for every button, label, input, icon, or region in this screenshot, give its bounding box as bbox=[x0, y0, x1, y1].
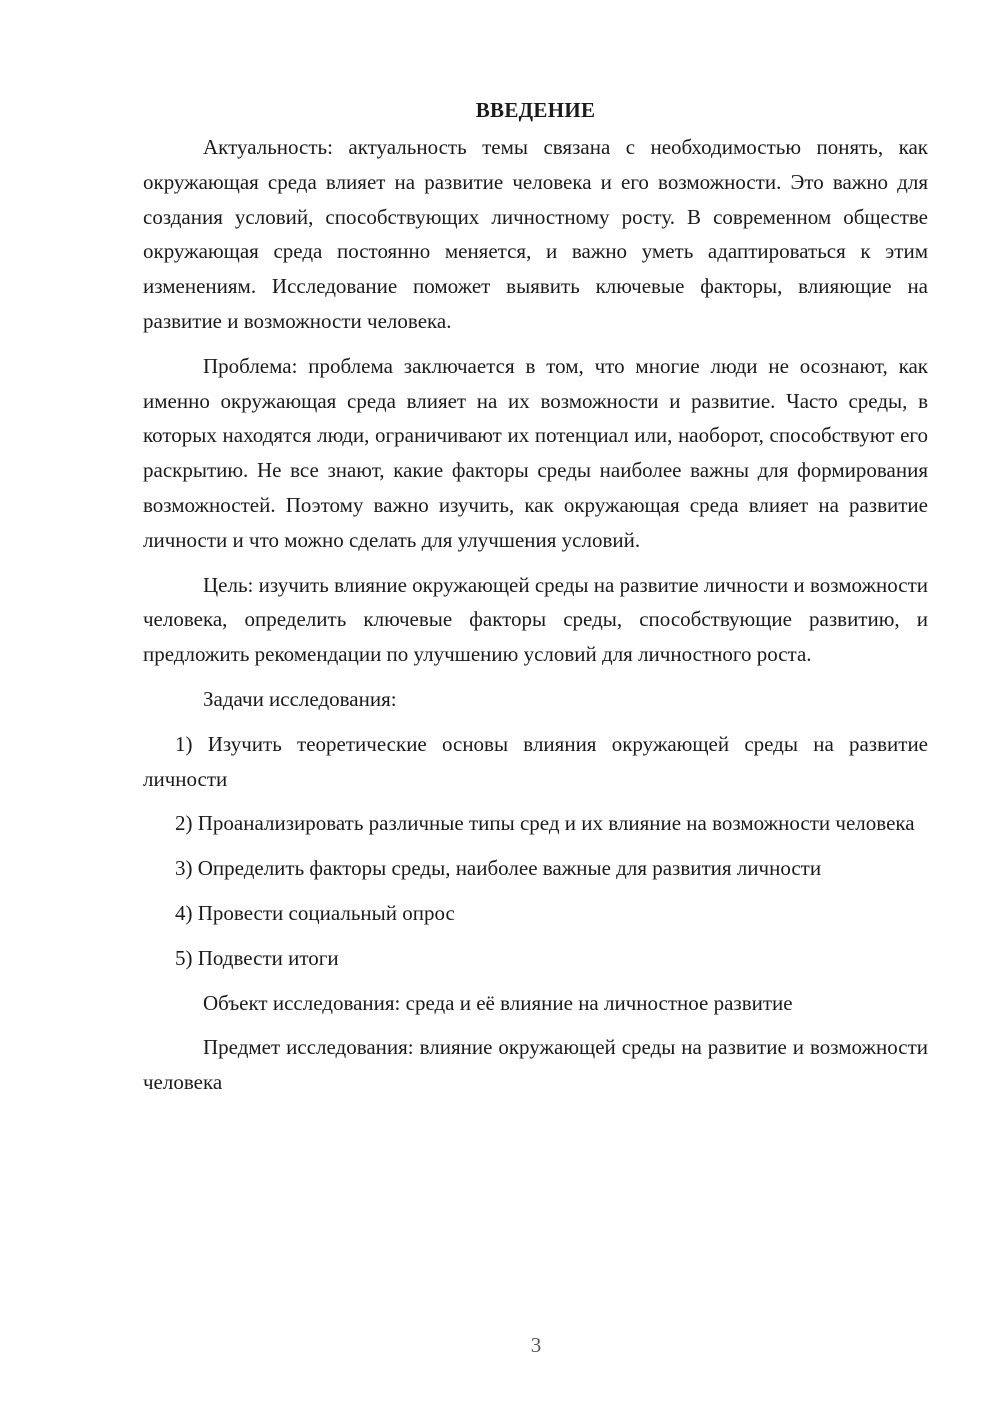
page-number: 3 bbox=[530, 1333, 542, 1357]
research-subject: Предмет исследования: влияние окружающей среды на развитие и возможности человека bbox=[143, 1035, 928, 1095]
task-item: 2) Проанализировать различные типы сред и их влияние на возможности человека bbox=[175, 811, 915, 836]
relevance-paragraph: Актуальность: актуальность темы связана с необходимостью понять, как окружающая среда влияет на развитие человека и его возможности. Это важно для создания условий, способствующих личностному росту. В современном обществе окружающая среда постоянно меняется, и важно уметь адаптироваться к этим изменениям. Исследование поможет выявить ключевые факторы, влияющие на развитие и возможности человека. bbox=[143, 135, 928, 333]
task-item: 1) Изучить теоретические основы влияния окружающей среды на развитие личности bbox=[143, 731, 928, 791]
tasks-heading: Задачи исследования: bbox=[203, 686, 397, 711]
document-page bbox=[143, 92, 928, 1110]
research-object: Объект исследования: среда и её влияние на личностное развитие bbox=[203, 990, 793, 1015]
task-item: 3) Определить факторы среды, наиболее важные для развития личности bbox=[175, 856, 822, 881]
task-item: 5) Подвести итоги bbox=[175, 945, 339, 970]
problem-paragraph: Проблема: проблема заключается в том, что многие люди не осознают, как именно окружающая среда влияет на их возможности и развитие. Часто среды, в которых находятся люди, ограничивают их потенциал или, наоборот, способствуют его раскрытию. Не все знают, какие факторы среды наиболее важны для формирования возможностей. Поэтому важно изучить, как окружающая среда влияет на развитие личности и что можно сделать для улучшения условий. bbox=[143, 353, 928, 552]
goal-paragraph: Цель: изучить влияние окружающей среды на развитие личности и возможности человека, определить ключевые факторы среды, способствующие развитию, и предложить рекомендации по улучшению условий для личностного роста. bbox=[143, 572, 928, 667]
task-item: 4) Провести социальный опрос bbox=[175, 900, 455, 925]
page-title: ВВЕДЕНИЕ bbox=[475, 98, 596, 122]
